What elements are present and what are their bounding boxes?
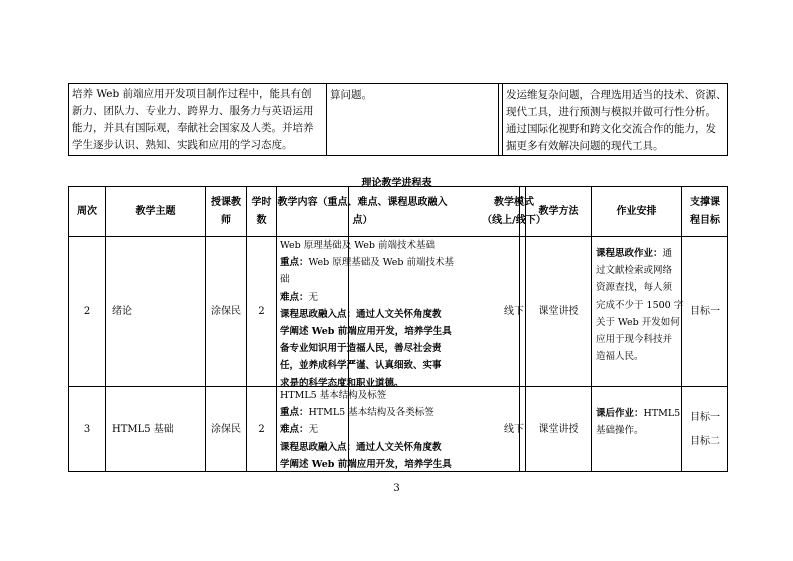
previous-table-fragment bbox=[68, 83, 728, 156]
teaching-schedule-table bbox=[68, 186, 728, 472]
row1-goal: 目标一 bbox=[690, 305, 720, 317]
row1-method: 课堂讲授 bbox=[538, 305, 579, 317]
fragment-text-line: 新力、团队力、专业力、跨界力、服务力与英语运用 bbox=[72, 105, 314, 117]
page-number: 3 bbox=[393, 483, 400, 494]
row1-topic: 绪论 bbox=[112, 305, 132, 317]
row1-week: 2 bbox=[83, 305, 91, 317]
row1-teacher: 涂保民 bbox=[211, 305, 241, 317]
row2-teacher: 涂保民 bbox=[211, 423, 241, 435]
header-assignment: 作业安排 bbox=[616, 206, 657, 217]
header-content: 教学内容（重点、难点、课程思政融入 点） bbox=[277, 197, 448, 226]
row2-week: 3 bbox=[83, 423, 91, 435]
header-mode: 教学模式 （线上/线下） bbox=[482, 197, 546, 226]
row2-content: HTML5 基本结构及标签 重点：HTML5 基本结构及各类标签 难点：无 课程思政融入点：通过人文关怀角度教 学阐述 Web 前端应用开发，培养学生具 bbox=[280, 390, 452, 470]
row1-mode: 线下 bbox=[504, 305, 524, 317]
row2-goal bbox=[682, 387, 728, 472]
fragment-col-objectives bbox=[69, 84, 327, 155]
row2-mode: 线下 bbox=[504, 423, 524, 435]
fragment-text-line: 现代工具，进行预测与模拟并做可行性分析。 bbox=[506, 106, 716, 118]
row1-assignment: 课程思政作业：通 过文献检索或网络 资源查找，每人须 完成不少于 1500 字 关于 Web 开发如何 应用于现今科技并 造福人民。 bbox=[596, 248, 684, 363]
fragment-col-middle bbox=[327, 84, 499, 155]
row1-hours: 2 bbox=[258, 305, 265, 317]
table-title: 理论教学进程表 bbox=[361, 178, 432, 189]
fragment-text-line: 通过国际化视野和跨文化交流合作的能力，发 bbox=[506, 123, 716, 135]
header-topic: 教学主题 bbox=[135, 206, 176, 217]
fragment-text-line: 学生逐步认识、熟知、实践和应用的学习态度。 bbox=[72, 139, 293, 151]
fragment-text-line: 算问题。 bbox=[330, 89, 372, 101]
header-week: 周次 bbox=[77, 206, 97, 217]
fragment-text-line: 掘更多有效解决问题的现代工具。 bbox=[506, 140, 664, 152]
row2-hours: 2 bbox=[258, 423, 265, 435]
fragment-col-abilities bbox=[503, 84, 729, 155]
row2-goal-item: 目标二 bbox=[690, 435, 720, 447]
header-goal: 支撑课 程目标 bbox=[690, 197, 720, 226]
row2-method: 课堂讲授 bbox=[538, 423, 579, 435]
fragment-text-line: 能力，并具有国际观，奉献社会国家及人类。并培养 bbox=[72, 122, 314, 134]
row2-goal-item: 目标一 bbox=[690, 411, 720, 423]
fragment-text-line: 发运维复杂问题，合理选用适当的技术、资源、 bbox=[506, 89, 727, 101]
header-hours: 学时 数 bbox=[251, 197, 272, 226]
row2-topic: HTML5 基础 bbox=[112, 423, 174, 435]
row1-content: Web 原理基础及 Web 前端技术基础 重点：Web 原理基础及 Web 前端技术基 础 难点：无 课程思政融入点：通过人文关怀角度教 学阐述 Web 前端应用开发，培养学生具 备专业知识用于造福人民，善尽社会责 任，並养成科学严谨、认真细致、实事 求是的科学态度和职业道德。 bbox=[280, 240, 454, 389]
header-method: 教学方法 bbox=[538, 206, 579, 217]
row2-assignment: 课后作业：HTML5 基础操作。 bbox=[596, 408, 681, 437]
fragment-text-line: 培养 Web 前端应用开发项目制作过程中，能具有创 bbox=[72, 88, 312, 100]
header-teacher: 授课教 师 bbox=[211, 197, 241, 226]
